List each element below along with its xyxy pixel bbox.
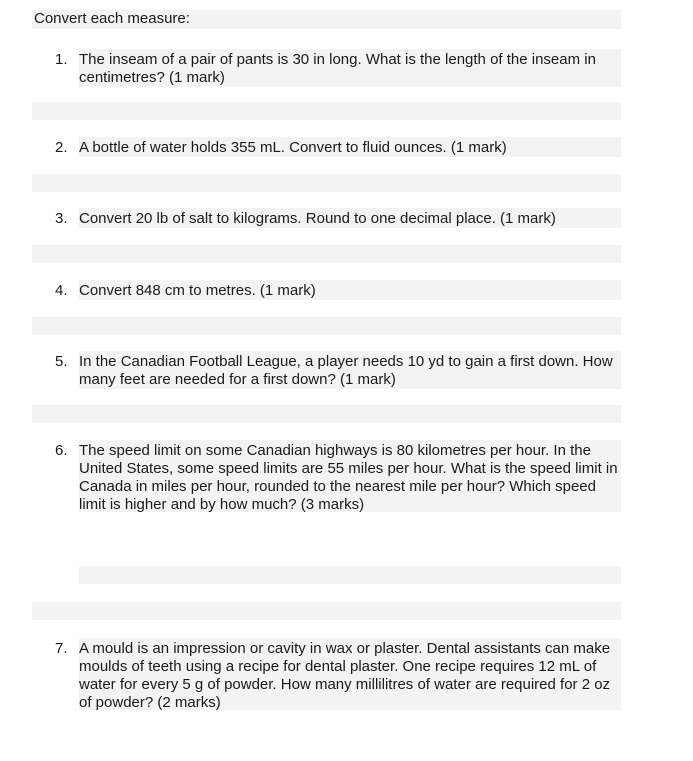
- question-4-number: 4.: [55, 282, 68, 299]
- shading-band: [32, 174, 621, 192]
- shading-band: [32, 602, 621, 620]
- question-2-number: 2.: [55, 139, 68, 156]
- question-5-text: In the Canadian Football League, a player needs 10 yd to gain a first down. How many feet are needed for a first down? (1 mark): [79, 353, 613, 388]
- shading-band: [32, 405, 621, 423]
- question-3-number: 3.: [55, 210, 68, 227]
- question-7-number: 7.: [55, 640, 68, 657]
- question-3-text: Convert 20 lb of salt to kilograms. Round to one decimal place. (1 mark): [79, 210, 556, 227]
- question-7-text: A mould is an impression or cavity in wax or plaster. Dental assistants can make moulds of teeth using a recipe for dental plaster. One recipe requires 12 mL of water for every 5 g of powder. How many millilitres of water are required for 2 oz of powder? (2 marks): [79, 640, 611, 711]
- shading-band: [32, 102, 621, 120]
- question-1-text: The inseam of a pair of pants is 30 in long. What is the length of the inseam in centimetres? (1 mark): [79, 51, 596, 86]
- question-5-number: 5.: [55, 353, 68, 370]
- worksheet-heading: Convert each measure:: [34, 10, 190, 27]
- question-6-text: The speed limit on some Canadian highways is 80 kilometres per hour. In the United States, some speed limits are 55 miles per hour. What is the speed limit in Canada in miles per hour, rounded to the nearest mile per hour? Which speed limit is higher and by how much? (3 marks): [79, 442, 618, 513]
- question-1-number: 1.: [55, 51, 68, 68]
- shading-band: [32, 317, 621, 335]
- question-2-text: A bottle of water holds 355 mL. Convert to fluid ounces. (1 mark): [79, 139, 507, 156]
- question-6-number: 6.: [55, 442, 68, 459]
- shading-band: [79, 566, 621, 584]
- question-4-text: Convert 848 cm to metres. (1 mark): [79, 282, 316, 299]
- shading-band: [32, 245, 621, 263]
